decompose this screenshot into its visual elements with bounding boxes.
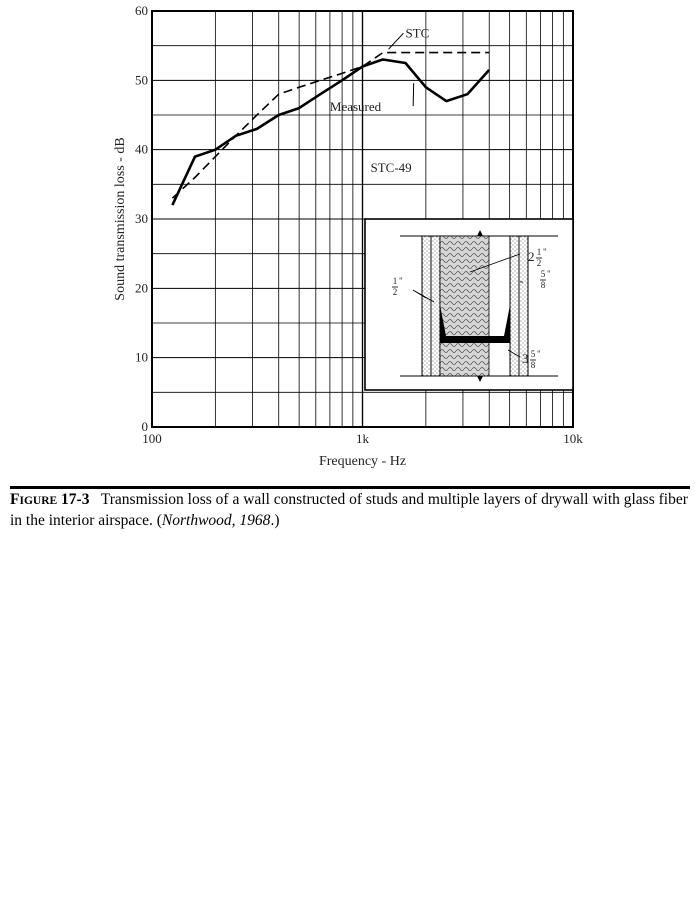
dim-unit: " [537,349,541,359]
y-tick-label: 10 [135,349,148,365]
dim-numerator: 1 [536,247,542,257]
caption-text: Transmission loss of a wall constructed of studs and multiple layers of drywall with glass fiber in the interior airspace. ( [10,491,688,529]
caption-citation: Northwood, 1968 [161,512,271,529]
series-line-stc [172,53,489,199]
series-line-measured [172,60,489,206]
caption-rule [10,486,690,489]
dim-unit: " [547,269,551,279]
dim-whole: 3 [522,351,529,366]
dim-denominator: 8 [540,280,546,290]
measured-series-label: Measured [329,98,382,114]
dim-unit: " [543,247,547,257]
drywall-left-outer [422,236,431,376]
stc-leader-line [389,33,404,49]
stc-series-label: STC [405,25,430,41]
figure-label: FIGURE 17-3 [10,491,90,508]
data-marks [172,53,489,206]
x-tick-label: 100 [142,431,162,446]
x-axis-label: Frequency - Hz [318,454,407,469]
y-tick-label: 50 [135,72,148,88]
x-tick-label: 1k [356,431,369,446]
dim-numerator: 1 [392,276,398,286]
figure-caption [10,490,690,531]
y-tick-label: 40 [135,141,148,157]
dim-denominator: 2 [392,287,398,297]
y-tick-label: 60 [135,3,148,18]
y-tick-label: 30 [135,211,148,226]
dim-whole: 2 [528,249,535,264]
dim-numerator: 5 [530,349,536,359]
drywall-left-inner [431,236,440,376]
stc-rating-label: STC-49 [370,159,412,175]
y-tick-label: 0 [141,419,148,434]
dim-unit: " [399,276,403,286]
glass-fiber [440,236,489,376]
y-axis-label: Sound transmission loss - dB [113,137,128,301]
dim-denominator: 2 [536,258,542,268]
caption-end: .) [270,512,280,529]
dim-numerator: 5 [540,269,546,279]
dim-denominator: 8 [530,360,536,370]
y-tick-label: 20 [135,280,148,296]
wall-section-inset [365,219,573,390]
x-tick-label: 10k [563,431,583,446]
